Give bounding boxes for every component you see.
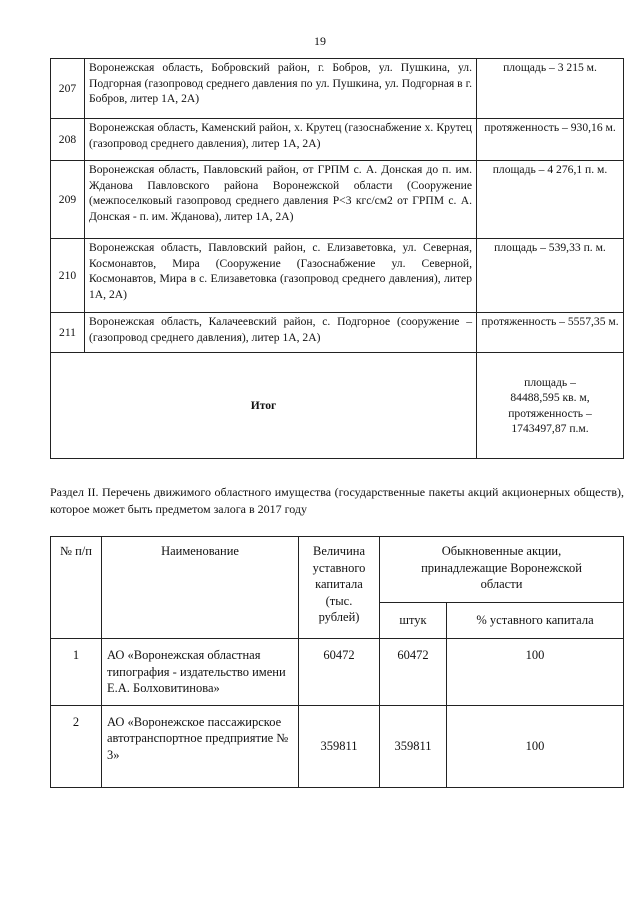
row-number: 208 [51,119,85,161]
header-num: № п/п [51,537,102,639]
header-capital-line: уставного [312,560,366,575]
page-number: 19 [314,34,326,48]
row-description: Воронежская область, Каменский район, х. Крутец (газоснабжение х. Крутец (газопровод среднего давления), литер 1А, 2А) [85,119,477,161]
row-name: АО «Воронежская областная типография - издательство имени Е.А. Болховитинова» [102,639,299,706]
row-number: 211 [51,313,85,353]
total-label: Итог [51,353,477,459]
row-description: Воронежская область, Бобровский район, г. Бобров, ул. Пушкина, ул. Подгорная (газопровод среднего давления по ул. Пушкина, ул. Подгорная в г. Бобров, литер 1А, 2А) [85,59,477,119]
row-measure: протяженность – 5557,35 м. [477,313,624,353]
row-percent: 100 [447,639,624,706]
table-row [51,239,624,313]
header-capital [299,537,380,639]
row-capital: 359811 [299,705,380,787]
total-row [51,353,624,459]
table-row [51,639,624,706]
row-name: АО «Воронежское пассажирское автотранспортное предприятие № 3» [102,705,299,787]
row-number: 209 [51,161,85,239]
total-line: площадь – [524,375,576,389]
header-capital-line: рублей) [318,610,360,624]
section-heading: Раздел II. Перечень движимого областного имущества (государственные пакеты акций акционерных обществ), которое может быть предметом залога в 2017 году [50,485,624,516]
row-measure: площадь – 539,33 п. м. [477,239,624,313]
total-line: протяженность – [508,406,592,420]
header-capital-line: Величина [312,544,366,558]
row-number: 2 [51,705,102,787]
shares-table [50,536,624,788]
total-values [477,353,624,459]
table-row [51,161,624,239]
row-description: Воронежская область, Павловский район, от ГРПМ с. А. Донская до п. им. Жданова Павловского района Воронежской области (Сооружение (межпоселковый газопровод среднего давления Р<3 кгс/см2 от ГРПМ с. А. Донская - п. им. Жданова), литер 1А, 2А) [85,161,477,239]
header-capital-line: (тыс. [325,593,353,608]
header-shares-line: принадлежащие Воронежской [421,560,582,575]
row-pieces: 60472 [380,639,447,706]
header-percent: % уставного капитала [447,603,624,639]
table-row [51,59,624,119]
row-measure: площадь – 4 276,1 п. м. [477,161,624,239]
row-pieces: 359811 [380,705,447,787]
row-measure: протяженность – 930,16 м. [477,119,624,161]
property-table [50,58,624,459]
table-row [51,705,624,787]
header-name: Наименование [102,537,299,639]
header-shares-line: Обыкновенные акции, [441,544,562,558]
row-measure: площадь – 3 215 м. [477,59,624,119]
row-description: Воронежская область, Павловский район, с. Елизаветовка, ул. Северная, Космонавтов, Мира (Сооружение (Газоснабжение ул. Северной, Космонавтов, Мира в с. Елизаветовка (газопровод среднего давления), литер 1А, 2А) [85,239,477,313]
header-shares [380,537,624,603]
row-percent: 100 [447,705,624,787]
row-description: Воронежская область, Калачеевский район, с. Подгорное (сооружение – (газопровод среднего давления), литер 1А, 2А) [85,313,477,353]
table-row [51,313,624,353]
header-capital-line: капитала [315,577,363,591]
row-number: 210 [51,239,85,313]
total-line: 1743497,87 п.м. [511,422,589,435]
header-pieces: штук [380,603,447,639]
row-number: 207 [51,59,85,119]
row-capital: 60472 [299,639,380,706]
table-row [51,119,624,161]
total-line: 84488,595 кв. м, [510,391,590,404]
header-shares-line: области [480,577,523,591]
row-number: 1 [51,639,102,706]
header-row [51,537,624,603]
